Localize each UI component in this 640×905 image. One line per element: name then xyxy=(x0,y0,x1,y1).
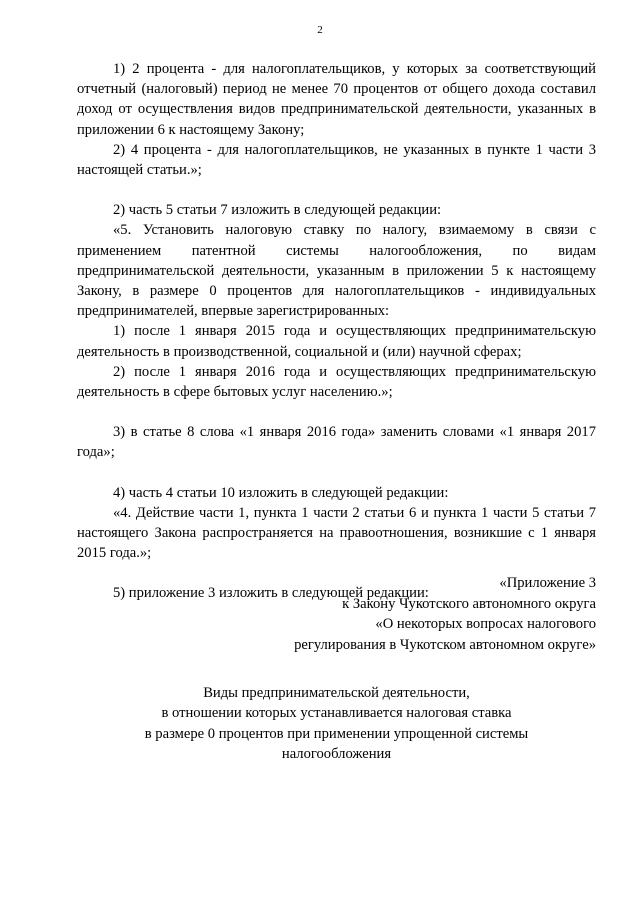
paragraph-amend-article-10: 4) часть 4 статьи 10 изложить в следующей редакции: xyxy=(113,484,449,501)
paragraph-gap xyxy=(77,402,596,422)
paragraph-gap xyxy=(77,463,596,483)
paragraph-rate-4-percent: 2) 4 процента - для налогоплательщиков, не указанных в пункте 1 части 3 настоящей статьи.»; xyxy=(77,141,596,179)
paragraph-appendix-3: 5) приложение 3 изложить в следующей редакции: xyxy=(113,585,429,602)
appendix-ref-line: «О некоторых вопросах налогового xyxy=(375,616,596,632)
appendix-title-line: в отношении которых устанавливается налоговая ставка xyxy=(161,705,512,722)
appendix-ref-line: регулирования в Чукотском автономном округе» xyxy=(294,636,596,653)
body-text xyxy=(77,59,596,604)
paragraph-after-2016: 2) после 1 января 2016 года и осуществляющих предпринимательскую деятельность в сфере бытовых услуг населению.»; xyxy=(77,363,596,401)
appendix-title-line: Виды предпринимательской деятельности, xyxy=(203,685,470,701)
paragraph-effective-date: «4. Действие части 1, пункта 1 части 2 статьи 6 и пункта 1 части 5 статьи 7 настоящего Закона распространяется на правоотношения, возникшие с 1 января 2015 года.»; xyxy=(77,504,596,562)
paragraph-amend-article-7: 2) часть 5 статьи 7 изложить в следующей редакции: xyxy=(113,202,442,219)
appendix-reference xyxy=(176,573,596,655)
paragraph-amend-article-8: 3) в статье 8 слова «1 января 2016 года» заменить словами «1 января 2017 года»; xyxy=(77,424,596,461)
paragraph-gap xyxy=(77,180,596,200)
page-number: 2 xyxy=(317,24,323,36)
paragraph-rate-2-percent: 1) 2 процента - для налогоплательщиков, у которых за соответствующий отчетный (налоговый) период не менее 70 процентов от общего дохода составил доход от осуществления видов предпринимательской деятельности, указанных в приложении 6 к настоящему Закону; xyxy=(77,61,596,138)
appendix-ref-line: к Закону Чукотского автономного округа xyxy=(342,595,596,612)
appendix-ref-line: «Приложение 3 xyxy=(499,575,596,591)
appendix-title-line: в размере 0 процентов при применении упрощенной системы xyxy=(144,725,529,742)
appendix-title-line: налогообложения xyxy=(281,745,392,762)
appendix-title xyxy=(77,683,596,764)
paragraph-after-2015: 1) после 1 января 2015 года и осуществляющих предпринимательскую деятельность в производственной, социальной и (или) научной сферах; xyxy=(77,323,596,360)
paragraph-patent-rate: «5. Установить налоговую ставку по налогу, взимаемому в связи с применением патентной системы налогообложения, по видам предпринимательской деятельности, указанным в приложении 5 к настоящему Закону, в размере 0 процентов для налогоплательщиков - индивидуальных предпринимателей, впервые зарегистрированных: xyxy=(77,222,596,320)
